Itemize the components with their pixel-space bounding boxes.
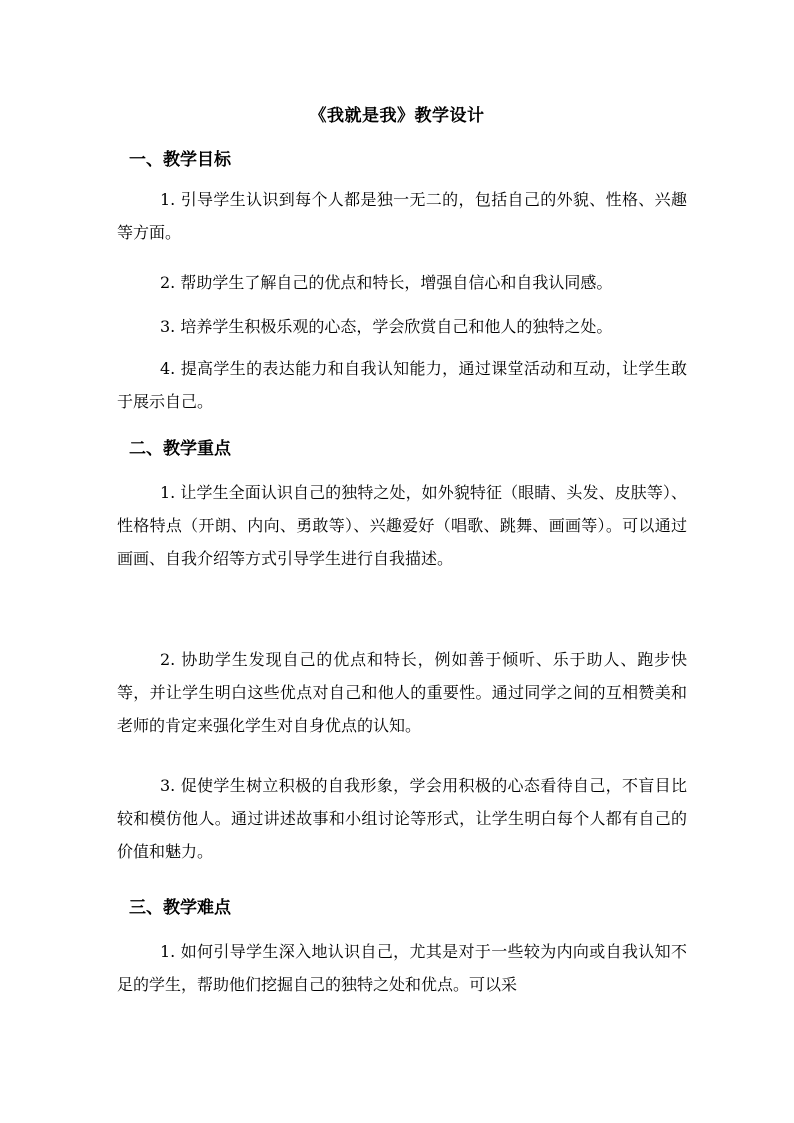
paragraph-key-point-3: 3. 促使学生树立积极的自我形象，学会用积极的心态看待自己，不盲目比较和模仿他人。通过讲述故事和小组讨论等形式，让学生明白每个人都有自己的价值和魅力。 xyxy=(117,776,687,861)
paragraph-objective-3: 3. 培养学生积极乐观的心态，学会欣赏自己和他人的独特之处。 xyxy=(160,317,613,336)
section-heading-objectives: 一、教学目标 xyxy=(129,150,231,170)
section-heading-key-points: 二、教学重点 xyxy=(129,439,231,459)
document-title: 《我就是我》教学设计 xyxy=(309,106,485,126)
paragraph-objective-2: 2. 帮助学生了解自己的优点和特长，增强自信心和自我认同感。 xyxy=(160,273,613,292)
paragraph-objective-4: 4. 提高学生的表达能力和自我认知能力，通过课堂活动和互动，让学生敢于展示自己。 xyxy=(117,359,687,411)
paragraph-key-point-1: 1. 让学生全面认识自己的独特之处，如外貌特征（眼睛、头发、皮肤等）、性格特点（开朗、内向、勇敢等）、兴趣爱好（唱歌、跳舞、画画等）。可以通过画画、自我介绍等方式引导学生进行自我描述。 xyxy=(117,483,687,568)
paragraph-key-point-2: 2. 协助学生发现自己的优点和特长，例如善于倾听、乐于助人、跑步快等，并让学生明白这些优点对自己和他人的重要性。通过同学之间的互相赞美和老师的肯定来强化学生对自身优点的认知。 xyxy=(117,650,687,735)
paragraph-difficulty-1: 1. 如何引导学生深入地认识自己，尤其是对于一些较为内向或自我认知不足的学生，帮助他们挖掘自己的独特之处和优点。可以采 xyxy=(117,942,687,994)
paragraph-objective-1: 1. 引导学生认识到每个人都是独一无二的，包括自己的外貌、性格、兴趣等方面。 xyxy=(117,190,687,242)
section-heading-difficulties: 三、教学难点 xyxy=(129,898,231,918)
